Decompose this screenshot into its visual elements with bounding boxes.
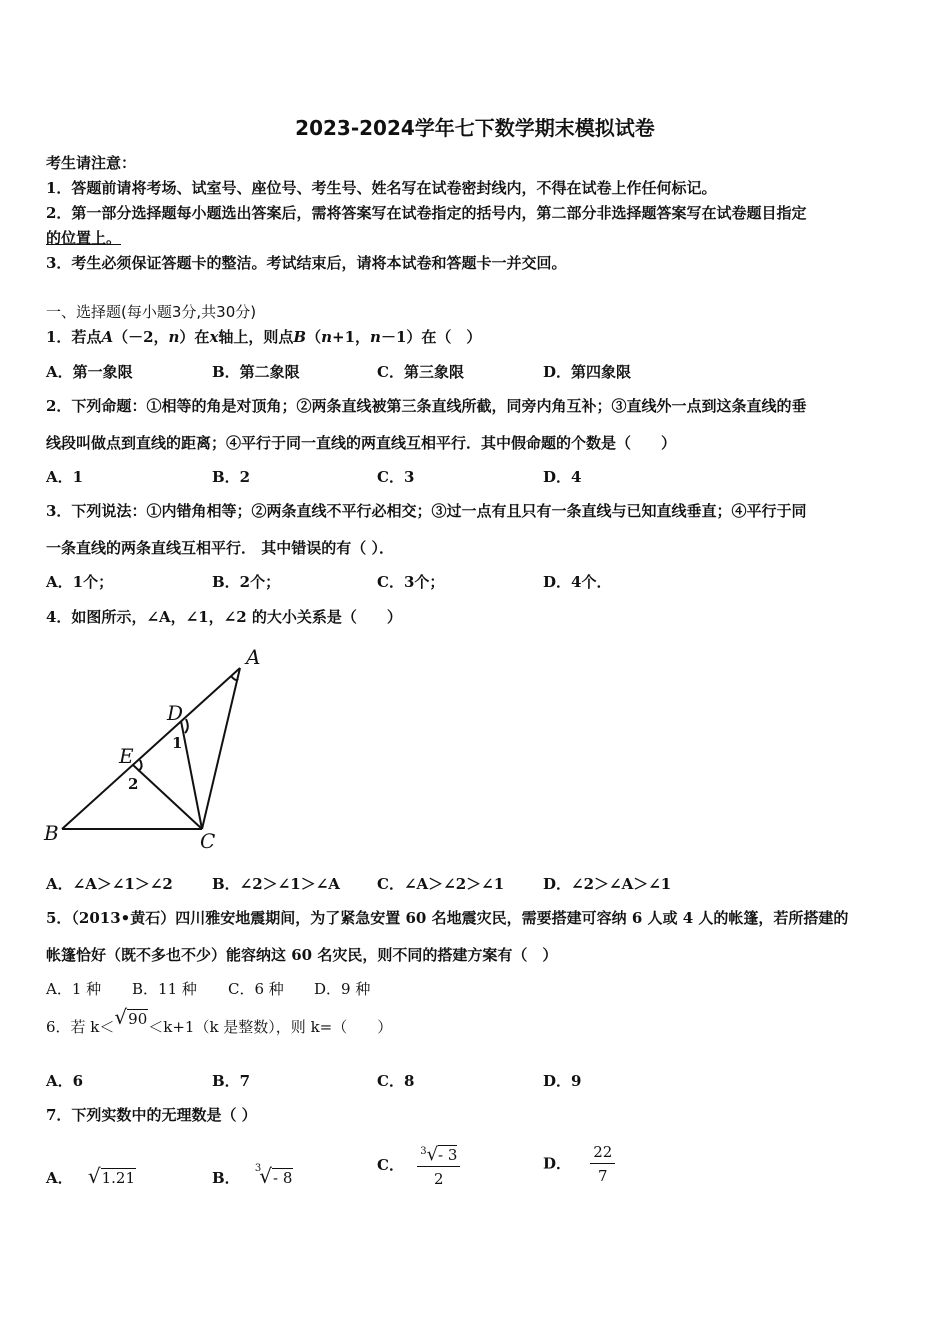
q7-option-a[interactable]: A． √1.21 [46, 1164, 136, 1188]
label-e: E [119, 744, 134, 768]
q1-option-c[interactable]: C．第三象限 [377, 363, 464, 381]
q4-option-a[interactable]: A．∠A＞∠1＞∠2 [46, 875, 173, 893]
label-c: C [200, 829, 216, 853]
q7-option-d[interactable]: D． $\frac{22}{7}$ [543, 1141, 615, 1188]
notice-line-2: 2．第一部分选择题每小题选出答案后，需将答案写在试卷指定的括号内，第二部分非选择题答案写在试卷题目指定 [46, 204, 807, 222]
notice-line-3: 的位置上。 [46, 229, 122, 247]
question-5-line-2: 帐篷恰好（既不多也不少）能容纳这 60 名灾民，则不同的搭建方案有（ ） [46, 946, 558, 964]
question-1-stem: 1．若点A（－2，n）在x轴上，则点B（n+1，n－1）在（ ） [46, 328, 482, 346]
segment-ba [62, 668, 240, 829]
q5-option-c[interactable]: C．6 种 [228, 980, 284, 998]
triangle-figure [40, 640, 280, 855]
q2-option-a[interactable]: A．1 [46, 468, 84, 486]
sqrt-90: √90 [114, 1005, 148, 1029]
label-b: B [44, 821, 59, 845]
q1-option-b[interactable]: B．第二象限 [212, 363, 300, 381]
q7-option-c[interactable]: C． $\frac{^3√- 3}{2}$ [377, 1141, 460, 1191]
q2-option-c[interactable]: C．3 [377, 468, 415, 486]
question-2-line-1: 2．下列命题：①相等的角是对顶角；②两条直线被第三条直线所截，同旁内角互补；③直线外一点到这条直线的垂 [46, 397, 807, 415]
notice-line-4: 3．考生必须保证答题卡的整洁。考试结束后，请将本试卷和答题卡一并交回。 [46, 254, 567, 272]
q2-option-d[interactable]: D．4 [543, 468, 582, 486]
segment-ac [202, 668, 240, 829]
section-heading: 一、选择题(每小题3分,共30分) [46, 303, 257, 321]
q2-option-b[interactable]: B．2 [212, 468, 251, 486]
notice-heading: 考生请注意： [46, 154, 137, 172]
q3-option-d[interactable]: D．4个． [543, 573, 612, 591]
angle-1-arc [185, 719, 188, 733]
q5-option-d[interactable]: D．9 种 [314, 980, 371, 998]
label-angle-2: 2 [128, 775, 139, 793]
label-d: D [167, 701, 184, 725]
q1-option-d[interactable]: D．第四象限 [543, 363, 632, 381]
question-5-line-1: 5．（2013•黄石）四川雅安地震期间，为了紧急安置 60 名地震灾民，需要搭建可容纳 6 人或 4 人的帐篷，若所搭建的 [46, 909, 849, 927]
q1-option-a[interactable]: A．第一象限 [46, 363, 133, 381]
question-2-line-2: 线段叫做点到直线的距离；④平行于同一直线的两直线互相平行．其中假命题的个数是（ ） [46, 434, 677, 452]
question-4-stem: 4．如图所示，∠A，∠1，∠2 的大小关系是（ ） [46, 608, 402, 626]
q3-option-a[interactable]: A．1个； [46, 573, 114, 591]
question-7-stem: 7．下列实数中的无理数是（ ） [46, 1106, 257, 1124]
question-6-stem: 6．若 k＜√90＜k+1（k 是整数），则 k=（ ） [46, 1005, 393, 1036]
q7-option-b[interactable]: B． $^3$√- 8 [212, 1163, 293, 1188]
page-title: 2023-2024学年七下数学期末模拟试卷 [295, 116, 655, 140]
q5-option-a[interactable]: A．1 种 [46, 980, 102, 998]
question-3-line-1: 3．下列说法：①内错角相等；②两条直线不平行必相交；③过一点有且只有一条直线与已知直线垂直；④平行于同 [46, 502, 807, 520]
q6-option-a[interactable]: A．6 [46, 1072, 84, 1090]
notice-line-1: 1．答题前请将考场、试室号、座位号、考生号、姓名写在试卷密封线内，不得在试卷上作任何标记。 [46, 179, 717, 197]
q6-option-b[interactable]: B．7 [212, 1072, 251, 1090]
label-angle-1: 1 [172, 734, 183, 752]
question-3-line-2: 一条直线的两条直线互相平行． 其中错误的有（ ）． [46, 539, 394, 557]
q5-option-b[interactable]: B．11 种 [132, 980, 197, 998]
q3-option-b[interactable]: B．2个； [212, 573, 281, 591]
q4-option-b[interactable]: B．∠2＞∠1＞∠A [212, 875, 340, 893]
label-a: A [246, 645, 261, 669]
q4-option-d[interactable]: D．∠2＞∠A＞∠1 [543, 875, 672, 893]
q6-option-c[interactable]: C．8 [377, 1072, 415, 1090]
q6-option-d[interactable]: D．9 [543, 1072, 582, 1090]
q3-option-c[interactable]: C．3个； [377, 573, 445, 591]
q4-option-c[interactable]: C．∠A＞∠2＞∠1 [377, 875, 505, 893]
